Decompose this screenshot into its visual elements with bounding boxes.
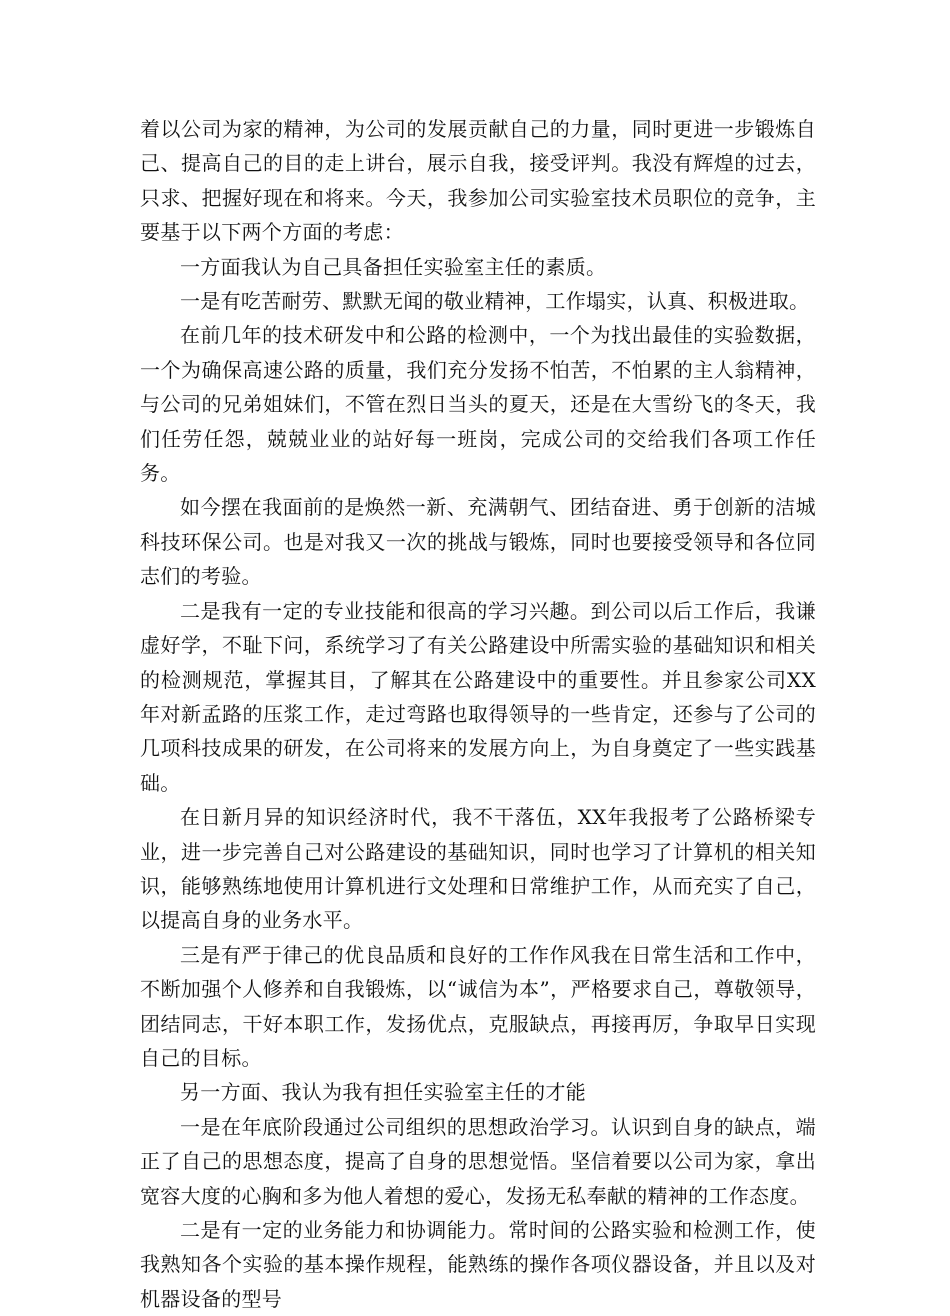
paragraph: 一是在年底阶段通过公司组织的思想政治学习。认识到自身的缺点，端正了自己的思想态度，提高了自身的思想觉悟。坚信着要以公司为家，拿出宽容大度的心胸和多为他人着想的爱心，发扬无私奉献的精神的工作态度。 (140, 1114, 816, 1208)
paragraph: 另一方面、我认为我有担任实验室主任的才能 (180, 1080, 586, 1105)
paragraph: 如今摆在我面前的是焕然一新、充满朝气、团结奋进、勇于创新的洁城科技环保公司。也是对我又一次的挑战与锻炼，同时也要接受领导和各位同志们的考验。 (140, 495, 816, 589)
document-body (140, 112, 816, 1316)
paragraph: 一方面我认为自己具备担任实验室主任的素质。 (180, 254, 607, 279)
paragraph: 在日新月异的知识经济时代，我不干落伍，XX年我报考了公路桥梁专业，进一步完善自己对公路建设的基础知识，同时也学习了计算机的相关知识，能够熟练地使用计算机进行文处理和日常维护工作，从而充实了自己，以提高自身的业务水平。 (140, 805, 816, 933)
paragraph: 二是有一定的业务能力和协调能力。常时间的公路实验和检测工作，使我熟知各个实验的基本操作规程，能熟练的操作各项仪器设备，并且以及对机器设备的型号 (140, 1218, 816, 1311)
paragraph: 三是有严于律己的优良品质和良好的工作作风我在日常生活和工作中，不断加强个人修养和自我锻炼，以“诚信为本”，严格要求自己，尊敬领导，团结同志，干好本职工作，发扬优点，克服缺点，再接再厉，争取早日实现自己的目标。 (140, 942, 816, 1070)
paragraph: 一是有吃苦耐劳、默默无闻的敬业精神，工作塌实，认真、积极进取。 (180, 289, 810, 314)
paragraph: 着以公司为家的精神，为公司的发展贡献自己的力量，同时更进一步锻炼自己、提高自己的目的走上讲台，展示自我，接受评判。我没有辉煌的过去，只求、把握好现在和将来。今天，我参加公司实验室技术员职位的竞争，主要基于以下两个方面的考虑： (140, 117, 816, 245)
paragraph: 在前几年的技术研发中和公路的检测中，一个为找出最佳的实验数据，一个为确保高速公路的质量，我们充分发扬不怕苦，不怕累的主人翁精神，与公司的兄弟姐妹们，不管在烈日当头的夏天，还是在大雪纷飞的冬天，我们任劳任怨，兢兢业业的站好每一班岗，完成公司的交给我们各项工作任务。 (140, 323, 816, 486)
paragraph: 二是我有一定的专业技能和很高的学习兴趣。到公司以后工作后，我谦虚好学，不耻下问，系统学习了有关公路建设中所需实验的基础知识和相关的检测规范，掌握其目，了解其在公路建设中的重要性。并且参家公司XX年对新孟路的压浆工作，走过弯路也取得领导的一些肯定，还参与了公司的几项科技成果的研发，在公司将来的发展方向上，为自身奠定了一些实践基础。 (140, 598, 816, 795)
